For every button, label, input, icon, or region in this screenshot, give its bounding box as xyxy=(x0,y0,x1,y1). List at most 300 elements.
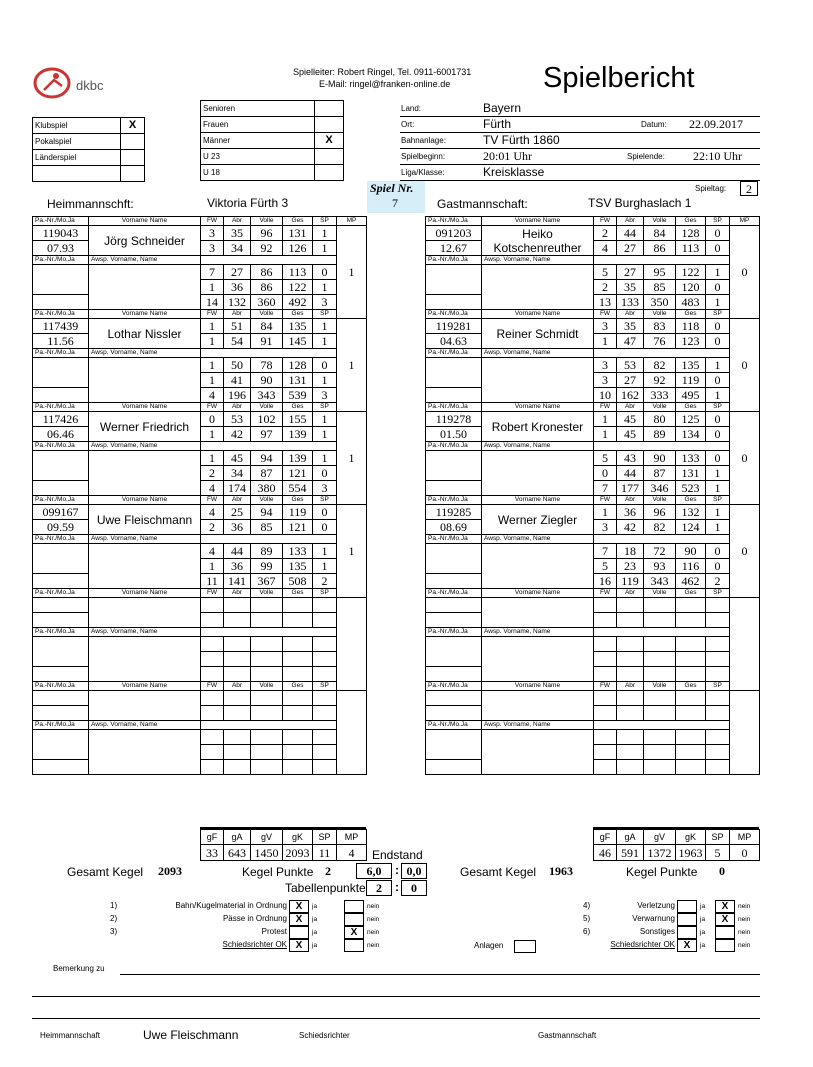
player-pass[interactable]: 117439 xyxy=(33,319,89,334)
score-cell[interactable]: 134 xyxy=(676,427,706,442)
player-name[interactable] xyxy=(482,691,594,721)
sub-pass[interactable] xyxy=(426,730,482,760)
score-cell[interactable] xyxy=(676,598,706,613)
total-cell[interactable] xyxy=(251,760,283,775)
score-cell[interactable]: 94 xyxy=(251,505,283,520)
score-cell[interactable] xyxy=(201,652,224,667)
score-cell[interactable] xyxy=(251,652,283,667)
score-cell[interactable]: 123 xyxy=(676,334,706,349)
player-mp[interactable] xyxy=(337,691,367,775)
score-cell[interactable]: 113 xyxy=(676,241,706,256)
player-mp[interactable]: 1 xyxy=(337,505,367,598)
home-kp-value[interactable]: 2 xyxy=(325,864,331,878)
score-cell[interactable]: 1 xyxy=(313,412,337,427)
score-cell[interactable]: 89 xyxy=(644,427,676,442)
score-cell[interactable]: 87 xyxy=(644,466,676,481)
sum-value[interactable]: 1963 xyxy=(676,845,706,861)
land-value[interactable]: Bayern xyxy=(483,101,522,115)
score-cell[interactable] xyxy=(283,745,313,760)
score-cell[interactable] xyxy=(594,691,617,706)
score-cell[interactable] xyxy=(706,745,730,760)
total-cell[interactable]: 346 xyxy=(644,481,676,496)
score-cell[interactable]: 131 xyxy=(283,373,313,388)
total-cell[interactable]: 1 xyxy=(706,295,730,310)
sum-value[interactable]: 1450 xyxy=(251,845,283,861)
score-cell[interactable]: 0 xyxy=(706,559,730,574)
score-cell[interactable] xyxy=(313,652,337,667)
category-mark[interactable] xyxy=(315,165,344,181)
player-mp[interactable]: 1 xyxy=(337,412,367,505)
total-cell[interactable]: 539 xyxy=(283,388,313,403)
spieltag-value[interactable]: 2 xyxy=(740,181,758,196)
total-cell[interactable] xyxy=(594,667,617,682)
check-nein-box[interactable]: X xyxy=(344,926,364,939)
score-cell[interactable]: 1 xyxy=(706,265,730,280)
sub-name[interactable] xyxy=(89,358,201,403)
score-cell[interactable]: 1 xyxy=(313,319,337,334)
player-name[interactable] xyxy=(89,598,201,628)
player-mp[interactable]: 0 xyxy=(730,412,760,505)
score-cell[interactable]: 0 xyxy=(706,319,730,334)
score-cell[interactable]: 94 xyxy=(251,451,283,466)
score-cell[interactable]: 1 xyxy=(706,358,730,373)
total-cell[interactable]: 523 xyxy=(676,481,706,496)
total-cell[interactable]: 174 xyxy=(224,481,251,496)
score-cell[interactable]: 1 xyxy=(313,544,337,559)
score-cell[interactable]: 113 xyxy=(283,265,313,280)
total-cell[interactable]: 132 xyxy=(224,295,251,310)
score-cell[interactable]: 47 xyxy=(617,334,644,349)
score-cell[interactable]: 2 xyxy=(201,466,224,481)
score-cell[interactable] xyxy=(201,598,224,613)
sub-name[interactable] xyxy=(89,730,201,775)
score-cell[interactable] xyxy=(617,652,644,667)
score-cell[interactable]: 1 xyxy=(594,412,617,427)
sum-value[interactable]: 2093 xyxy=(283,845,313,861)
score-cell[interactable]: 1 xyxy=(706,505,730,520)
total-cell[interactable]: 1 xyxy=(706,388,730,403)
score-cell[interactable]: 1 xyxy=(201,427,224,442)
player-mp[interactable] xyxy=(337,598,367,691)
player-name[interactable]: Uwe Fleischmann xyxy=(89,505,201,535)
total-cell[interactable]: 7 xyxy=(594,481,617,496)
sub-name[interactable] xyxy=(89,265,201,310)
score-cell[interactable] xyxy=(313,637,337,652)
total-cell[interactable]: 196 xyxy=(224,388,251,403)
score-cell[interactable]: 86 xyxy=(251,265,283,280)
endstand-home[interactable]: 6,0 xyxy=(356,863,392,879)
total-cell[interactable]: 14 xyxy=(201,295,224,310)
score-cell[interactable]: 3 xyxy=(594,319,617,334)
score-cell[interactable] xyxy=(251,613,283,628)
score-cell[interactable]: 7 xyxy=(201,265,224,280)
sum-value[interactable]: 643 xyxy=(224,845,251,861)
total-cell[interactable] xyxy=(676,760,706,775)
check-nein-box[interactable] xyxy=(344,900,364,913)
score-cell[interactable]: 125 xyxy=(676,412,706,427)
score-cell[interactable] xyxy=(617,745,644,760)
score-cell[interactable]: 1 xyxy=(201,373,224,388)
tabellen-guest[interactable]: 0 xyxy=(401,880,427,896)
player-pass[interactable] xyxy=(33,691,89,706)
score-cell[interactable] xyxy=(644,706,676,721)
score-cell[interactable] xyxy=(313,598,337,613)
total-cell[interactable]: 13 xyxy=(594,295,617,310)
sub-pass[interactable] xyxy=(33,730,89,760)
score-cell[interactable]: 1 xyxy=(201,334,224,349)
score-cell[interactable] xyxy=(706,730,730,745)
total-cell[interactable]: 133 xyxy=(617,295,644,310)
score-cell[interactable]: 1 xyxy=(201,451,224,466)
score-cell[interactable]: 1 xyxy=(313,427,337,442)
sub-name[interactable] xyxy=(89,451,201,496)
score-cell[interactable] xyxy=(251,637,283,652)
player-pass[interactable] xyxy=(426,691,482,706)
score-cell[interactable]: 0 xyxy=(313,358,337,373)
total-cell[interactable]: 462 xyxy=(676,574,706,589)
score-cell[interactable] xyxy=(706,691,730,706)
score-cell[interactable]: 121 xyxy=(283,466,313,481)
score-cell[interactable] xyxy=(644,637,676,652)
endstand-guest[interactable]: 0,0 xyxy=(401,863,427,879)
score-cell[interactable] xyxy=(706,706,730,721)
total-cell[interactable] xyxy=(251,667,283,682)
score-cell[interactable]: 36 xyxy=(617,505,644,520)
score-cell[interactable]: 92 xyxy=(251,241,283,256)
score-cell[interactable]: 34 xyxy=(224,241,251,256)
score-cell[interactable]: 78 xyxy=(251,358,283,373)
score-cell[interactable]: 102 xyxy=(251,412,283,427)
total-cell[interactable]: 3 xyxy=(313,388,337,403)
score-cell[interactable] xyxy=(676,637,706,652)
sum-value[interactable]: 11 xyxy=(313,845,337,861)
check-nein-box[interactable] xyxy=(715,939,735,952)
score-cell[interactable] xyxy=(224,613,251,628)
score-cell[interactable] xyxy=(676,745,706,760)
score-cell[interactable]: 97 xyxy=(251,427,283,442)
score-cell[interactable]: 1 xyxy=(313,334,337,349)
score-cell[interactable] xyxy=(617,730,644,745)
score-cell[interactable] xyxy=(251,598,283,613)
score-cell[interactable]: 0 xyxy=(706,544,730,559)
guest-gesamt-value[interactable]: 1963 xyxy=(549,864,573,878)
score-cell[interactable] xyxy=(283,637,313,652)
score-cell[interactable] xyxy=(201,637,224,652)
total-cell[interactable] xyxy=(201,667,224,682)
score-cell[interactable] xyxy=(644,730,676,745)
check-ja-box[interactable]: X xyxy=(677,939,697,952)
total-cell[interactable]: 3 xyxy=(313,481,337,496)
check-nein-box[interactable]: X xyxy=(715,913,735,926)
score-cell[interactable]: 135 xyxy=(676,358,706,373)
total-cell[interactable]: 380 xyxy=(251,481,283,496)
score-cell[interactable]: 3 xyxy=(201,226,224,241)
score-cell[interactable]: 139 xyxy=(283,427,313,442)
score-cell[interactable]: 35 xyxy=(617,319,644,334)
score-cell[interactable]: 27 xyxy=(617,373,644,388)
liga-value[interactable]: Kreisklasse xyxy=(483,165,545,179)
score-cell[interactable]: 35 xyxy=(617,280,644,295)
score-cell[interactable]: 1 xyxy=(706,466,730,481)
score-cell[interactable]: 35 xyxy=(224,226,251,241)
sub-pass[interactable] xyxy=(33,358,89,388)
total-cell[interactable]: 333 xyxy=(644,388,676,403)
score-cell[interactable]: 1 xyxy=(594,334,617,349)
category-mark[interactable] xyxy=(315,101,344,117)
heim-sign[interactable]: Uwe Fleischmann xyxy=(143,1028,239,1042)
sub-pass[interactable] xyxy=(33,451,89,481)
total-cell[interactable] xyxy=(617,667,644,682)
score-cell[interactable]: 76 xyxy=(644,334,676,349)
score-cell[interactable]: 0 xyxy=(706,280,730,295)
score-cell[interactable]: 4 xyxy=(201,544,224,559)
score-cell[interactable] xyxy=(201,730,224,745)
score-cell[interactable]: 91 xyxy=(251,334,283,349)
total-cell[interactable]: 11 xyxy=(201,574,224,589)
sub-pass[interactable] xyxy=(426,358,482,388)
score-cell[interactable]: 1 xyxy=(201,280,224,295)
score-cell[interactable]: 53 xyxy=(224,412,251,427)
score-cell[interactable]: 2 xyxy=(594,280,617,295)
total-cell[interactable]: 350 xyxy=(644,295,676,310)
score-cell[interactable]: 95 xyxy=(644,265,676,280)
player-date[interactable] xyxy=(426,613,482,628)
score-cell[interactable]: 45 xyxy=(224,451,251,466)
player-name[interactable] xyxy=(482,598,594,628)
score-cell[interactable]: 1 xyxy=(313,226,337,241)
total-cell[interactable]: 1 xyxy=(706,481,730,496)
score-cell[interactable]: 0 xyxy=(706,334,730,349)
score-cell[interactable]: 85 xyxy=(644,280,676,295)
score-cell[interactable] xyxy=(313,706,337,721)
score-cell[interactable]: 54 xyxy=(224,334,251,349)
total-cell[interactable] xyxy=(283,667,313,682)
player-date[interactable] xyxy=(426,706,482,721)
score-cell[interactable]: 131 xyxy=(283,226,313,241)
score-cell[interactable] xyxy=(283,652,313,667)
score-cell[interactable]: 42 xyxy=(224,427,251,442)
score-cell[interactable] xyxy=(594,706,617,721)
player-pass[interactable]: 091203 xyxy=(426,226,482,241)
sum-value[interactable]: 4 xyxy=(337,845,367,861)
sub-pass[interactable] xyxy=(426,637,482,667)
player-name[interactable] xyxy=(89,691,201,721)
total-cell[interactable]: 162 xyxy=(617,388,644,403)
score-cell[interactable]: 51 xyxy=(224,319,251,334)
score-cell[interactable] xyxy=(706,613,730,628)
total-cell[interactable] xyxy=(644,760,676,775)
total-cell[interactable]: 16 xyxy=(594,574,617,589)
total-cell[interactable]: 4 xyxy=(201,481,224,496)
ort-value[interactable]: Fürth xyxy=(483,117,512,131)
score-cell[interactable] xyxy=(706,637,730,652)
score-cell[interactable]: 3 xyxy=(594,520,617,535)
score-cell[interactable]: 84 xyxy=(644,226,676,241)
score-cell[interactable]: 3 xyxy=(594,358,617,373)
score-cell[interactable] xyxy=(644,613,676,628)
score-cell[interactable]: 82 xyxy=(644,358,676,373)
sum-value[interactable]: 1372 xyxy=(644,845,676,861)
score-cell[interactable] xyxy=(644,691,676,706)
score-cell[interactable]: 120 xyxy=(676,280,706,295)
score-cell[interactable]: 96 xyxy=(644,505,676,520)
score-cell[interactable]: 128 xyxy=(283,358,313,373)
player-pass[interactable]: 119281 xyxy=(426,319,482,334)
player-mp[interactable] xyxy=(730,598,760,691)
score-cell[interactable]: 0 xyxy=(313,520,337,535)
total-cell[interactable]: 10 xyxy=(594,388,617,403)
player-mp[interactable]: 0 xyxy=(730,319,760,412)
total-cell[interactable] xyxy=(201,760,224,775)
check-ja-box[interactable] xyxy=(289,926,309,939)
total-cell[interactable] xyxy=(224,760,251,775)
home-team[interactable]: Viktoria Fürth 3 xyxy=(207,196,289,210)
score-cell[interactable]: 126 xyxy=(283,241,313,256)
check-ja-box[interactable] xyxy=(677,913,697,926)
score-cell[interactable] xyxy=(617,706,644,721)
player-name[interactable]: Reiner Schmidt xyxy=(482,319,594,349)
player-date[interactable]: 04.63 xyxy=(426,334,482,349)
score-cell[interactable]: 83 xyxy=(644,319,676,334)
player-name[interactable]: Werner Friedrich xyxy=(89,412,201,442)
spielnr-value[interactable]: 7 xyxy=(392,196,398,210)
sub-pass[interactable] xyxy=(426,544,482,574)
score-cell[interactable]: 0 xyxy=(706,412,730,427)
check-ja-box[interactable]: X xyxy=(289,913,309,926)
total-cell[interactable] xyxy=(313,667,337,682)
score-cell[interactable] xyxy=(251,706,283,721)
score-cell[interactable]: 87 xyxy=(251,466,283,481)
score-cell[interactable]: 2 xyxy=(201,520,224,535)
score-cell[interactable]: 36 xyxy=(224,520,251,535)
sub-name[interactable] xyxy=(482,358,594,403)
score-cell[interactable] xyxy=(594,613,617,628)
sub-name[interactable] xyxy=(482,265,594,310)
score-cell[interactable]: 27 xyxy=(224,265,251,280)
category-mark[interactable] xyxy=(315,117,344,133)
beginn-value[interactable]: 20:01 Uhr xyxy=(483,149,532,163)
score-cell[interactable]: 122 xyxy=(676,265,706,280)
score-cell[interactable]: 0 xyxy=(706,451,730,466)
score-cell[interactable]: 44 xyxy=(224,544,251,559)
total-cell[interactable]: 141 xyxy=(224,574,251,589)
total-cell[interactable] xyxy=(706,760,730,775)
score-cell[interactable]: 0 xyxy=(594,466,617,481)
sum-value[interactable]: 0 xyxy=(730,845,760,861)
score-cell[interactable]: 1 xyxy=(594,505,617,520)
score-cell[interactable]: 1 xyxy=(313,241,337,256)
score-cell[interactable]: 36 xyxy=(224,280,251,295)
category-mark[interactable] xyxy=(315,149,344,165)
category-mark[interactable]: X xyxy=(315,133,344,149)
score-cell[interactable] xyxy=(313,691,337,706)
score-cell[interactable]: 4 xyxy=(201,505,224,520)
score-cell[interactable]: 92 xyxy=(644,373,676,388)
score-cell[interactable]: 128 xyxy=(676,226,706,241)
player-name[interactable]: Werner Ziegler xyxy=(482,505,594,535)
player-date[interactable]: 09.59 xyxy=(33,520,89,535)
score-cell[interactable]: 0 xyxy=(313,466,337,481)
score-cell[interactable] xyxy=(644,652,676,667)
player-mp[interactable]: 1 xyxy=(337,226,367,319)
score-cell[interactable] xyxy=(224,637,251,652)
score-cell[interactable] xyxy=(617,637,644,652)
score-cell[interactable] xyxy=(251,745,283,760)
score-cell[interactable]: 23 xyxy=(617,559,644,574)
score-cell[interactable]: 133 xyxy=(676,451,706,466)
score-cell[interactable]: 42 xyxy=(617,520,644,535)
score-cell[interactable]: 145 xyxy=(283,334,313,349)
score-cell[interactable] xyxy=(224,706,251,721)
player-name[interactable]: Lothar Nissler xyxy=(89,319,201,349)
sum-value[interactable]: 591 xyxy=(617,845,644,861)
score-cell[interactable]: 0 xyxy=(313,265,337,280)
player-name[interactable] xyxy=(482,226,594,256)
player-pass[interactable]: 117426 xyxy=(33,412,89,427)
player-mp[interactable]: 0 xyxy=(730,226,760,319)
score-cell[interactable]: 18 xyxy=(617,544,644,559)
player-date[interactable] xyxy=(33,706,89,721)
score-cell[interactable]: 3 xyxy=(201,241,224,256)
player-date[interactable]: 11.56 xyxy=(33,334,89,349)
score-cell[interactable] xyxy=(313,730,337,745)
score-cell[interactable] xyxy=(594,598,617,613)
score-cell[interactable] xyxy=(676,613,706,628)
score-cell[interactable]: 121 xyxy=(283,520,313,535)
sub-name[interactable] xyxy=(89,637,201,682)
total-cell[interactable] xyxy=(644,667,676,682)
score-cell[interactable]: 1 xyxy=(313,373,337,388)
score-cell[interactable] xyxy=(617,691,644,706)
score-cell[interactable] xyxy=(283,730,313,745)
score-cell[interactable]: 80 xyxy=(644,412,676,427)
score-cell[interactable]: 25 xyxy=(224,505,251,520)
score-cell[interactable]: 27 xyxy=(617,241,644,256)
score-cell[interactable]: 53 xyxy=(617,358,644,373)
score-cell[interactable]: 119 xyxy=(283,505,313,520)
score-cell[interactable] xyxy=(706,598,730,613)
score-cell[interactable]: 4 xyxy=(594,241,617,256)
score-cell[interactable]: 84 xyxy=(251,319,283,334)
player-date[interactable] xyxy=(33,613,89,628)
player-date[interactable]: 06.46 xyxy=(33,427,89,442)
score-cell[interactable]: 0 xyxy=(706,241,730,256)
score-cell[interactable]: 90 xyxy=(251,373,283,388)
check-ja-box[interactable] xyxy=(677,900,697,913)
score-cell[interactable]: 5 xyxy=(594,559,617,574)
score-cell[interactable] xyxy=(676,730,706,745)
score-cell[interactable] xyxy=(251,730,283,745)
check-nein-box[interactable]: X xyxy=(715,900,735,913)
score-cell[interactable] xyxy=(644,745,676,760)
score-cell[interactable]: 45 xyxy=(617,427,644,442)
score-cell[interactable]: 0 xyxy=(706,373,730,388)
score-cell[interactable]: 1 xyxy=(201,319,224,334)
score-cell[interactable]: 7 xyxy=(594,544,617,559)
player-date[interactable]: 01.50 xyxy=(426,427,482,442)
score-cell[interactable]: 1 xyxy=(201,358,224,373)
score-cell[interactable]: 0 xyxy=(201,412,224,427)
sub-name[interactable] xyxy=(482,730,594,775)
score-cell[interactable]: 43 xyxy=(617,451,644,466)
total-cell[interactable]: 4 xyxy=(201,388,224,403)
score-cell[interactable] xyxy=(676,691,706,706)
score-cell[interactable]: 1 xyxy=(594,427,617,442)
total-cell[interactable] xyxy=(224,667,251,682)
score-cell[interactable] xyxy=(251,691,283,706)
player-name[interactable]: Jörg Schneider xyxy=(89,226,201,256)
score-cell[interactable]: 135 xyxy=(283,319,313,334)
